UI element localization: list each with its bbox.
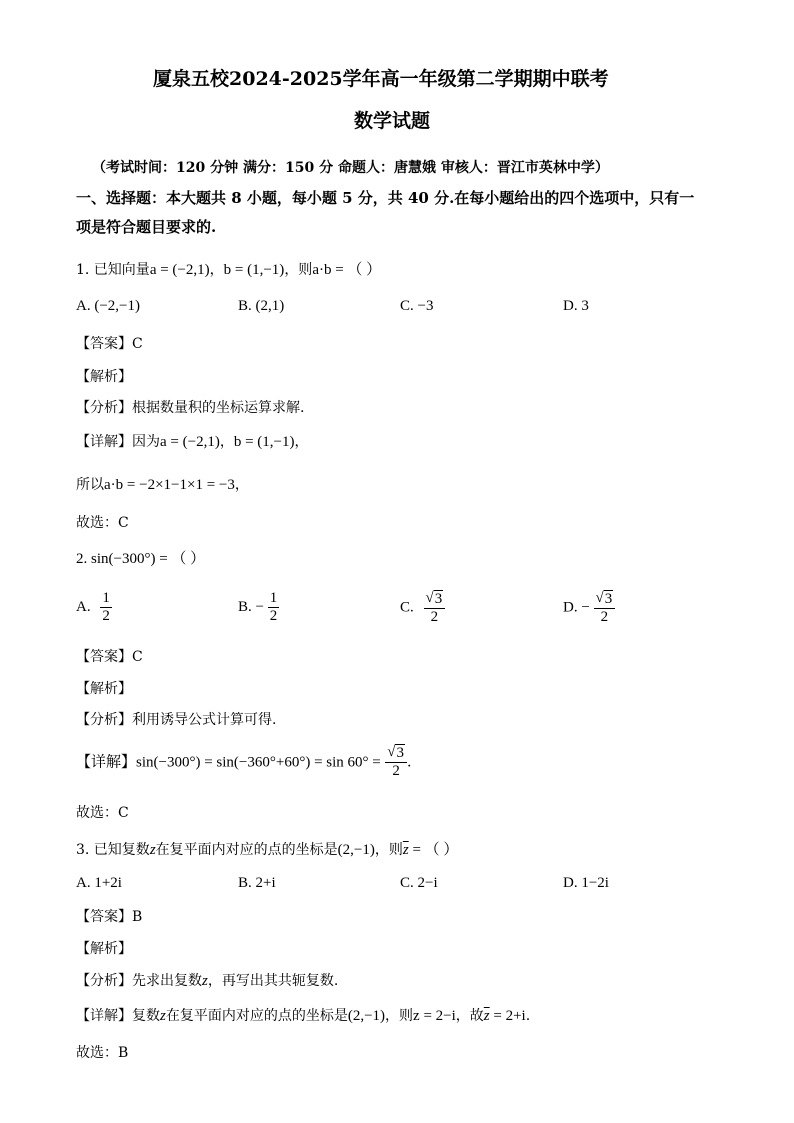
q1-detail-separator: ， xyxy=(219,434,234,450)
q2-detail-end: . xyxy=(406,754,412,771)
q2-answer: 【答案】C xyxy=(76,649,143,665)
q3-detail-then: ，则 xyxy=(385,1008,414,1024)
q1-option-c: C. −3 xyxy=(400,298,434,314)
sqrt-icon: √ 3 xyxy=(595,590,613,607)
q3-fenxi-prefix: 【分析】先求出复数 xyxy=(76,973,202,989)
q3-detail xyxy=(76,1005,530,1025)
section-heading-line2: 项是符合题目要求的. xyxy=(76,218,217,236)
q1-vector-b: b = (1,−1) xyxy=(223,262,285,278)
q2-option-d-den: 2 xyxy=(600,609,609,626)
q2-option-c-label: C. xyxy=(400,599,414,616)
q1-detail-end: ， xyxy=(294,434,309,450)
q1-option-a: A. (−2,−1) xyxy=(76,298,140,314)
q2-option-c-num xyxy=(424,590,446,609)
q3-detail-prefix: 【详解】复数 xyxy=(76,1008,160,1024)
q2-option-c-radicand: 3 xyxy=(434,591,443,607)
q2-jiexi: 【解析】 xyxy=(76,681,132,697)
q3-detail-mid: 在复平面内对应的点的坐标是 xyxy=(165,1008,348,1024)
q3-detail-so: ，故 xyxy=(455,1008,484,1024)
q3-jiexi: 【解析】 xyxy=(76,941,132,957)
q1-choose: 故选：C xyxy=(76,515,129,531)
q1-stem-prefix: 1. 已知向量 xyxy=(76,262,150,278)
q2-option-d-num xyxy=(594,590,616,609)
q2-detail xyxy=(76,744,411,781)
q3-z-conj: $\overline{z}$ xyxy=(402,842,409,858)
q1-then: ，则 xyxy=(284,262,313,278)
q1-answer: 【答案】C xyxy=(76,336,143,352)
q2-option-a-fraction xyxy=(100,590,112,626)
q1-vector-a: a = (−2,1) xyxy=(149,262,210,278)
q2-option-d-label: D. − xyxy=(563,599,590,616)
page-title: 厦泉五校2024-2025学年高一年级第二学期期中联考 xyxy=(153,68,609,90)
q3-detail-conj: = 2+i xyxy=(489,1008,526,1024)
exam-info: （考试时间：120 分钟 满分：150 分 命题人：唐慧娥 审核人：晋江市英林中学） xyxy=(92,160,609,176)
q2-option-b-num: 1 xyxy=(268,590,280,608)
sqrt-icon: √ 3 xyxy=(387,744,404,761)
q3-stem-end: = （ ） xyxy=(408,842,459,858)
q3-stem-then: ，则 xyxy=(374,842,403,858)
q3-fenxi-end: ，再写出其共轭复数. xyxy=(207,973,339,989)
q1-so-prefix: 所以 xyxy=(76,477,104,493)
q1-detail xyxy=(76,431,309,451)
section-heading-line1: 一、选择题：本大题共 8 小题，每小题 5 分，共 40 分.在每小题给出的四个选项中，只有一 xyxy=(76,189,695,207)
q1-stem xyxy=(76,258,381,279)
sqrt-icon: √ 3 xyxy=(425,590,443,607)
q1-ask: a·b = （ ） xyxy=(312,262,382,278)
q3-option-c: C. 2−i xyxy=(400,875,438,891)
q1-detail-b: b = (1,−1) xyxy=(233,434,295,450)
q3-stem-mid: 在复平面内对应的点的坐标是 xyxy=(155,842,338,858)
q1-option-d: D. 3 xyxy=(563,298,589,314)
q2-option-b-label: B. − xyxy=(238,599,264,616)
q2-option-d-radicand: 3 xyxy=(604,591,613,607)
q3-stem-prefix: 3. 已知复数 xyxy=(76,842,150,858)
q3-detail-z: z xyxy=(160,1008,166,1024)
q2-option-a-label: A. xyxy=(76,599,91,616)
q2-detail-expr: 【详解】sin(−300°) = sin(−360°+60°) = sin 60° = xyxy=(76,754,381,771)
q1-jiexi: 【解析】 xyxy=(76,369,132,385)
q2-option-d-fraction xyxy=(594,590,616,627)
q3-point: (2,−1) xyxy=(337,842,375,858)
q2-option-a-den: 2 xyxy=(102,608,110,625)
q3-option-a: A. 1+2i xyxy=(76,875,122,891)
q3-detail-eq: z = 2−i xyxy=(413,1008,456,1024)
q1-detail-a: a = (−2,1) xyxy=(160,434,220,450)
q3-answer: 【答案】B xyxy=(76,909,143,925)
q3-fenxi xyxy=(76,970,338,990)
q3-detail-point: (2,−1) xyxy=(347,1008,386,1024)
q2-option-b xyxy=(238,590,279,626)
q3-fenxi-z: z xyxy=(202,973,208,989)
q2-stem: 2. sin(−300°) = （ ） xyxy=(76,551,206,567)
q2-option-c xyxy=(400,590,445,627)
q1-fenxi: 【分析】根据数量积的坐标运算求解. xyxy=(76,400,305,416)
q2-choose: 故选：C xyxy=(76,805,129,821)
q3-detail-end: . xyxy=(525,1008,531,1024)
q2-detail-fraction xyxy=(385,744,407,781)
q3-option-d: D. 1−2i xyxy=(563,875,609,891)
q2-option-a xyxy=(76,590,112,626)
q1-option-b: B. (2,1) xyxy=(238,298,285,314)
q1-so xyxy=(76,474,249,494)
q1-so-end: ， xyxy=(234,477,249,493)
q2-option-c-fraction xyxy=(424,590,446,627)
q2-option-a-num: 1 xyxy=(100,590,112,608)
q2-option-b-fraction xyxy=(268,590,280,626)
q2-option-b-den: 2 xyxy=(269,608,278,625)
q2-option-d xyxy=(563,590,615,627)
q2-option-c-den: 2 xyxy=(430,609,439,626)
page-subtitle: 数学试题 xyxy=(354,110,431,132)
q3-option-b: B. 2+i xyxy=(238,875,276,891)
q2-detail-radicand: 3 xyxy=(396,745,404,761)
q2-detail-num xyxy=(385,744,407,763)
q2-fenxi: 【分析】利用诱导公式计算可得. xyxy=(76,712,277,728)
q3-detail-zbar: $\overline{z}$ xyxy=(483,1008,490,1024)
q3-stem xyxy=(76,838,458,859)
q1-so-expr: a·b = −2×1−1×1 = −3 xyxy=(104,477,235,493)
q3-z: z xyxy=(149,842,156,858)
q2-detail-den: 2 xyxy=(392,763,400,780)
q3-choose: 故选：B xyxy=(76,1045,129,1061)
q1-detail-prefix: 【详解】因为 xyxy=(76,434,160,450)
q1-separator: ， xyxy=(209,262,224,278)
